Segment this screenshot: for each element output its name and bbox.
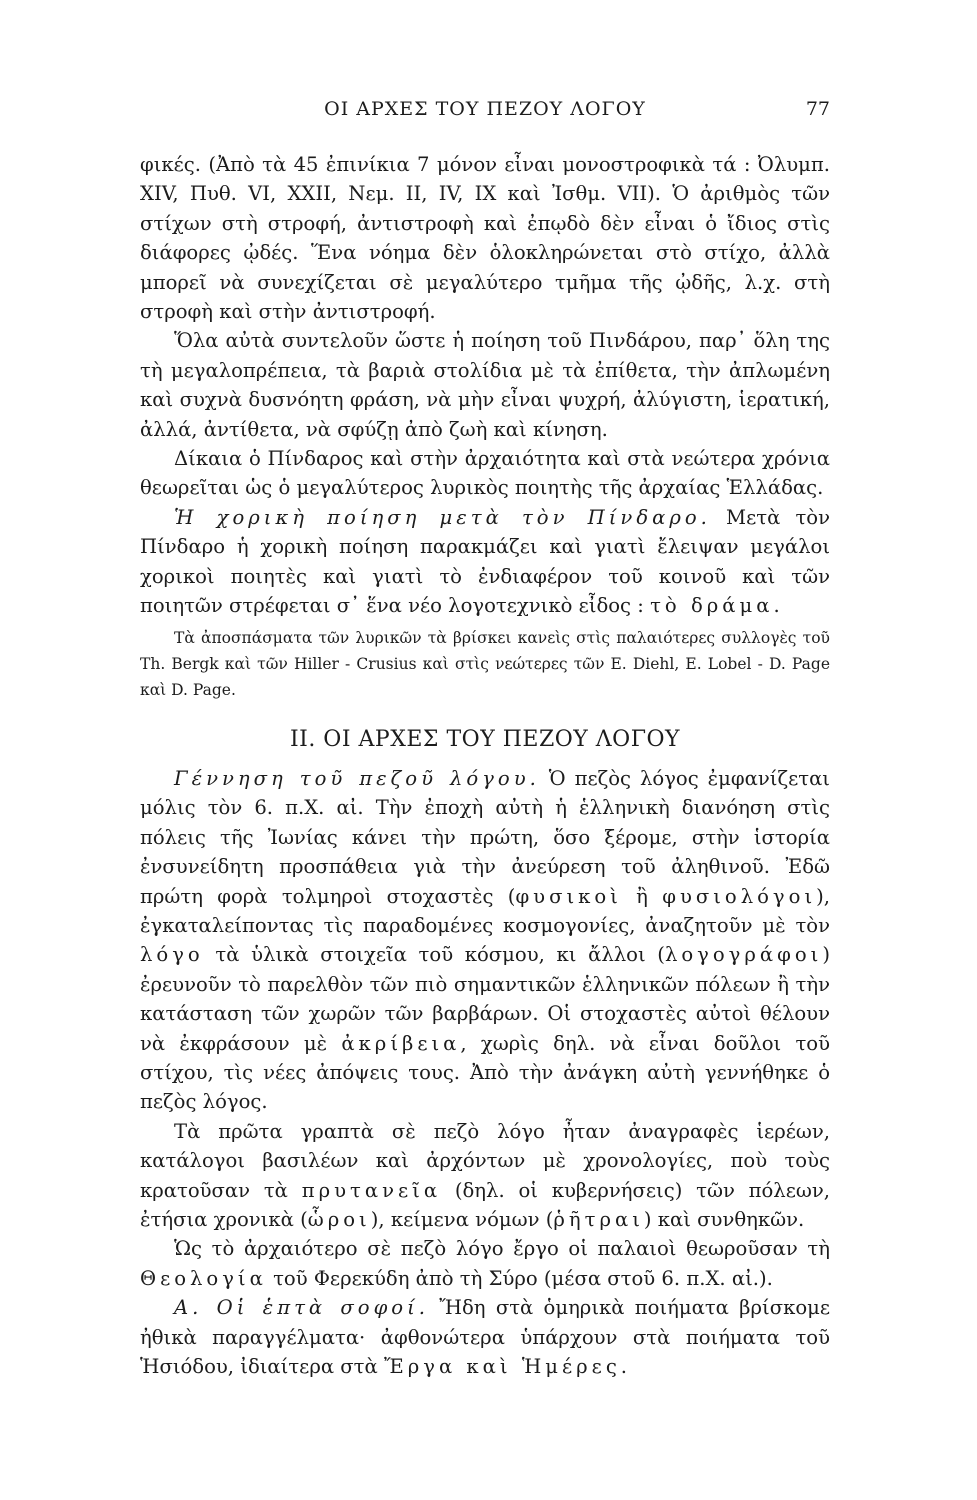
paragraph-1: φικές. (Ἀπὸ τὰ 45 ἐπινίκια 7 μόνον εἶναι μονοστροφικὰ τά : Ὀλυμπ. XIV, Πυθ. VI, XXII, Νεμ. II, IV, IX καὶ Ἰσθμ. VII). Ὁ ἀριθμὸς τῶν στίχων στὴ στροφή, ἀντιστροφὴ καὶ ἐπῳδὸ δὲν εἶναι ὁ ἴδιος στὶς διάφορες ᾠδές. Ἕνα νόημα δὲν ὁλοκληρώνεται στὸ στίχο, ἀλλὰ μπορεῖ νὰ συνεχίζεται σὲ μεγαλύτερο τμῆμα τῆς ᾠδῆς, λ.χ. στὴ στροφὴ καὶ στὴν ἀντιστροφή. [140,153,830,324]
paragraph-6 [140,1117,830,1235]
section-heading: ΙΙ. ΟΙ ΑΡΧΕΣ ΤΟΥ ΠΕΖΟΥ ΛΟΓΟΥ [289,726,681,752]
paragraph-7-text-a: Ὡς τὸ ἀρχαιότερο σὲ πεζὸ λόγο ἔργο οἱ παλαιοὶ θεωροῦσαν τὴ [174,1237,830,1261]
paragraph-5-text-d: τὰ ὑλικὰ στοιχεῖα τοῦ κόσμου, κι ἄλλοι ( [203,943,665,967]
term-erga-kai-hemerai: Ἔργα καὶ Ἡμέρες [383,1355,621,1379]
running-title: ΟΙ ΑΡΧΕΣ ΤΟΥ ΠΕΖΟΥ ΛΟΓΟΥ [324,98,646,120]
term-rhetrai: ῥῆτραι [553,1208,644,1231]
paragraph-8-text-a: Ἤδη στὰ ὁμηρικὰ ποιήματα βρίσκομε ἠθικὰ παραγγέλματα· ἀφθονώτερα ὑπάρχουν στὰ ποιήματα τοῦ Ἡσιόδου, ἰδιαίτερα στὰ [140,1296,830,1379]
subheading-choral-poetry: Ἡ χορικὴ ποίηση μετὰ τὸν Πίνδαρο. [174,505,711,529]
paragraph-5-text-b: ἢ [621,884,663,908]
term-physikoi: φυσικοὶ [515,884,622,908]
term-drama: τὸ δράμα. [650,594,784,618]
term-theologia: Θεολογία [140,1266,267,1290]
paragraph-6-text-b: (δηλ. οἱ κυβερνήσεις) τῶν πόλεων, ἐτήσια χρονικὰ ( [140,1178,830,1231]
subheading-birth-of-prose: Γέννηση τοῦ πεζοῦ λόγου. [174,766,540,790]
paragraph-4 [140,503,830,621]
paragraph-5-text-c: ), ἐγκαταλείποντας τὶς παραδομένες κοσμογονίες, ἀναζητοῦν μὲ τὸν [140,884,830,937]
paragraph-2: Ὅλα αὐτὰ συντελοῦν ὥστε ἡ ποίηση τοῦ Πινδάρου, παρ᾽ ὅλη της τὴ μεγαλοπρέπεια, τὰ βαριὰ στολίδια μὲ τὰ ἐπίθετα, τὴν ἀπλωμένη καὶ συχνὰ δυσνόητη φράση, νὰ μὴν εἶναι ψυχρή, ἀλύγιστη, ἱερατική, ἀλλά, ἀντίθετα, νὰ σφύζῃ ἀπὸ ζωὴ καὶ κίνηση. [140,329,830,441]
paragraph-5 [140,764,830,1117]
page-header [140,92,830,124]
paragraph-7-text-b: τοῦ Φερεκύδη ἀπὸ τὴ Σύρο (μέσα στοῦ 6. π.Χ. αἰ.). [266,1266,773,1290]
paragraph-6-text-c: ), κείμενα νόμων ( [370,1208,554,1231]
paragraph-5-text-e: ) ἐρευνοῦν τὸ παρελθὸν τῶν πιὸ σημαντικῶν ἑλληνικῶν πόλεων ἢ τὴν κατάσταση τῶν χωρῶν τῶν βαρβάρων. Οἱ στοχαστὲς αὐτοὶ θέλουν νὰ ἐκφράσουν μὲ [140,943,830,1055]
paragraph-7 [140,1234,830,1293]
paragraph-6-text-a: Τὰ πρῶτα γραπτὰ σὲ πεζὸ λόγο ἦταν ἀναγραφὲς ἱερέων, κατάλογοι βασιλέων καὶ ἀρχόντων μὲ χρονολογίες, ποὺ τοὺς κρατοῦσαν τὰ [140,1119,830,1202]
paragraph-6-text-d: ) καὶ συνθηκῶν. [643,1208,805,1231]
paragraph-3: Δίκαια ὁ Πίνδαρος καὶ στὴν ἀρχαιότητα καὶ στὰ νεώτερα χρόνια θεωρεῖται ὡς ὁ μεγαλύτερος λυρικὸς ποιητὴς τῆς ἀρχαίας Ἑλλάδας. [140,447,830,500]
paragraph-5-text-a: Ὁ πεζὸς λόγος ἐμφανίζεται μόλις τὸν 6. π.Χ. αἰ. Τὴν ἐποχὴ αὐτὴ ἡ ἑλληνικὴ διανόηση στὶς πόλεις τῆς Ἰωνίας κάνει τὴν πρώτη, ὅσο ξέρομε, στὴν ἱστορία ἐνσυνείδητη προσπάθεια γιὰ τὴν ἀνεύρεση τοῦ ἀληθινοῦ. Ἐδῶ πρώτη φορὰ τολμηροὶ στοχαστὲς ( [140,766,830,908]
term-logographoi: λογογράφοι [664,943,823,967]
term-prytaneia: πρυτανεῖα [301,1178,442,1202]
term-logo: λόγο [140,943,204,967]
paragraph-8 [140,1293,830,1381]
page-number: 77 [805,98,830,120]
paragraph-8-text-b: . [620,1355,628,1379]
term-akriveia: ἀκρίβεια [341,1031,461,1055]
term-physiologoi: φυσιολόγοι [662,884,817,908]
term-oroi: ὧροι [307,1208,371,1231]
footnote-sources: Τὰ ἀποσπάσματα τῶν λυρικῶν τὰ βρίσκει κανεὶς στὶς παλαιότερες συλλογὲς τοῦ Th. Bergk καὶ τῶν Hiller - Crusius καὶ στὶς νεώτερες τῶν E. Diehl, E. Lobel - D. Page καὶ D. Page. [140,628,830,699]
paragraph-4-text: Μετὰ τὸν Πίνδαρο ἡ χορικὴ ποίηση παρακμάζει καὶ γιατὶ ἔλειψαν μεγάλοι χορικοὶ ποιητὲς καὶ γιατὶ τὸ ἐνδιαφέρον τοῦ κοινοῦ καὶ τῶν ποιητῶν στρέφεται σ᾽ ἕνα νέο λογοτεχνικὸ εἶδος : [140,505,830,618]
page-body [140,150,830,1381]
paragraph-5-text-f: , χωρὶς δηλ. νὰ εἶναι δοῦλοι τοῦ στίχου, τὶς νέες ἀπόψεις τους. Ἀπὸ τὴν ἀνάγκη αὐτὴ γεννήθηκε ὁ πεζὸς λόγος. [140,1031,830,1114]
subheading-seven-sages: Α. Οἱ ἑπτὰ σοφοί. [174,1296,430,1320]
